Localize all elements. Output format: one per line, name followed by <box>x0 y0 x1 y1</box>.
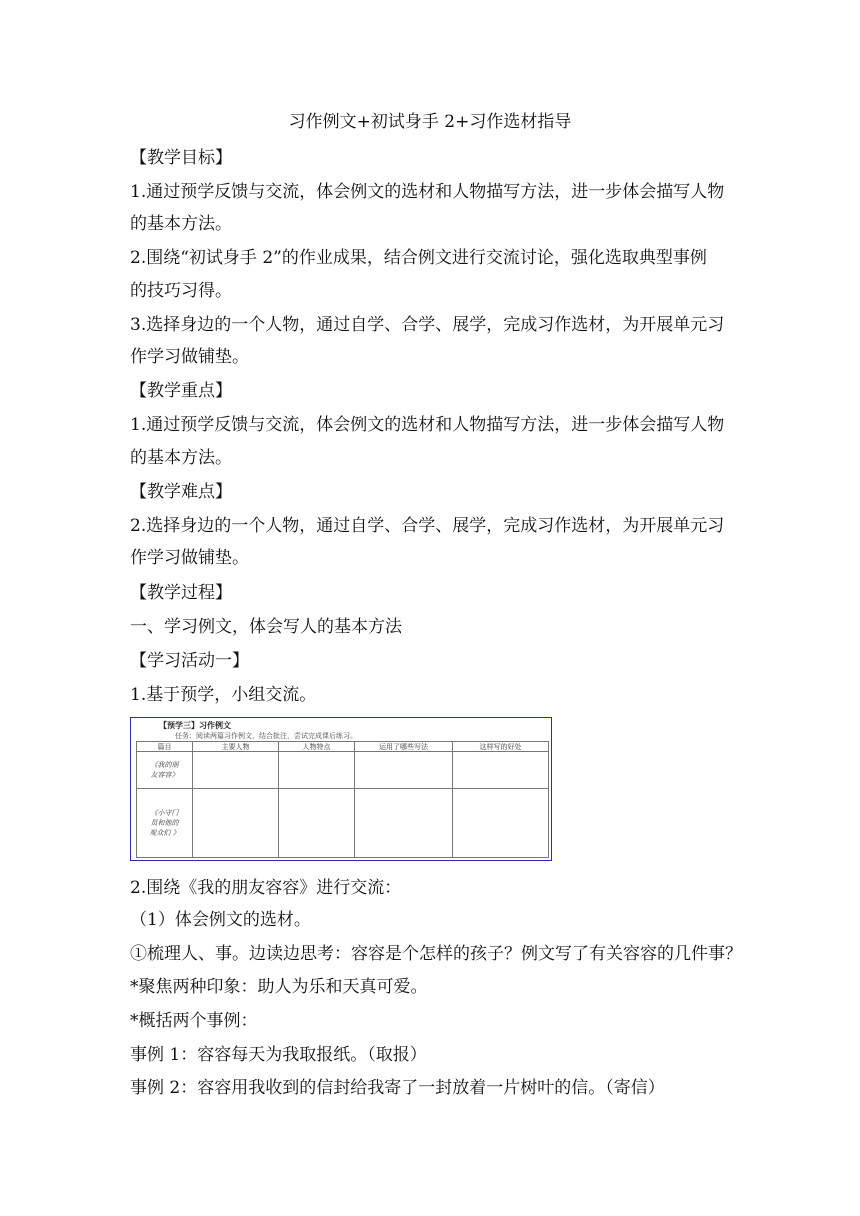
table-cell <box>279 789 355 858</box>
goal-2-line-1: 2.围绕“初试身手 2”的作业成果，结合例文进行交流讨论，强化选取典型事例 <box>130 248 707 268</box>
process-step-1: 一、学习例文，体会写人的基本方法 <box>130 617 402 637</box>
goal-3-line-1: 3.选择身边的一个人物，通过自学、合学、展学，完成习作选材，为开展单元习 <box>130 315 725 335</box>
row-title-goalkeeper: 《小守门 员和他的 观众们 》 <box>137 789 193 858</box>
table-cell <box>355 789 453 858</box>
example-1-line: 事例 1：容容每天为我取报纸。（取报） <box>130 1045 427 1065</box>
substep-1: （1）体会例文的选材。 <box>130 910 311 930</box>
worksheet-figure <box>130 717 552 861</box>
column-header: 这样写的好处 <box>453 742 549 752</box>
column-header: 运用了哪些写法 <box>355 742 453 752</box>
difficulty-line-2: 作学习做铺垫。 <box>130 548 249 568</box>
section-heading-key-points: 【教学重点】 <box>130 381 232 401</box>
goal-1-line-2: 的基本方法。 <box>130 214 232 234</box>
section-heading-process: 【教学过程】 <box>130 583 232 603</box>
summary-line: *概括两个事例： <box>130 1011 258 1031</box>
table-cell <box>453 752 549 789</box>
key-point-line-2: 的基本方法。 <box>130 448 232 468</box>
goal-1-line-1: 1.通过预学反馈与交流，体会例文的选材和人物描写方法，进一步体会描写人物 <box>130 182 725 202</box>
worksheet-header: 【预学三】习作例文 <box>159 721 231 730</box>
table-cell <box>193 789 279 858</box>
section-heading-difficulties: 【教学难点】 <box>130 482 232 502</box>
impression-line: *聚焦两种印象：助人为乐和天真可爱。 <box>130 977 428 997</box>
document-title: 习作例文+初试身手 2+习作选材指导 <box>288 112 572 132</box>
section-heading-goals: 【教学目标】 <box>130 148 232 168</box>
column-header: 主要人物 <box>193 742 279 752</box>
column-header: 人物特点 <box>279 742 355 752</box>
activity-step-1: 1.基于预学，小组交流。 <box>130 685 317 705</box>
row-title-rongrong: 《我的朋 友容容》 <box>137 752 193 789</box>
table-cell <box>355 752 453 789</box>
table-cell <box>453 789 549 858</box>
worksheet-table <box>136 741 549 858</box>
difficulty-line-1: 2.选择身边的一个人物，通过自学、合学、展学，完成习作选材，为开展单元习 <box>130 516 725 536</box>
goal-3-line-2: 作学习做铺垫。 <box>130 347 249 367</box>
activity-heading-1: 【学习活动一】 <box>130 651 249 671</box>
table-cell <box>193 752 279 789</box>
table-cell <box>279 752 355 789</box>
activity-step-2: 2.围绕《我的朋友容容》进行交流： <box>130 878 402 898</box>
question-line: ①梳理人、事。边读边思考：容容是个怎样的孩子？例文写了有关容容的几件事？ <box>130 944 742 964</box>
goal-2-line-2: 的技巧习得。 <box>130 281 232 301</box>
column-header: 篇目 <box>137 742 193 752</box>
example-2-line: 事例 2：容容用我收到的信封给我寄了一封放着一片树叶的信。（寄信） <box>130 1078 665 1098</box>
key-point-line-1: 1.通过预学反馈与交流，体会例文的选材和人物描写方法，进一步体会描写人物 <box>130 415 725 435</box>
worksheet-task: 任务：阅读两篇习作例文，结合批注，尝试完成课后练习。 <box>175 732 357 740</box>
